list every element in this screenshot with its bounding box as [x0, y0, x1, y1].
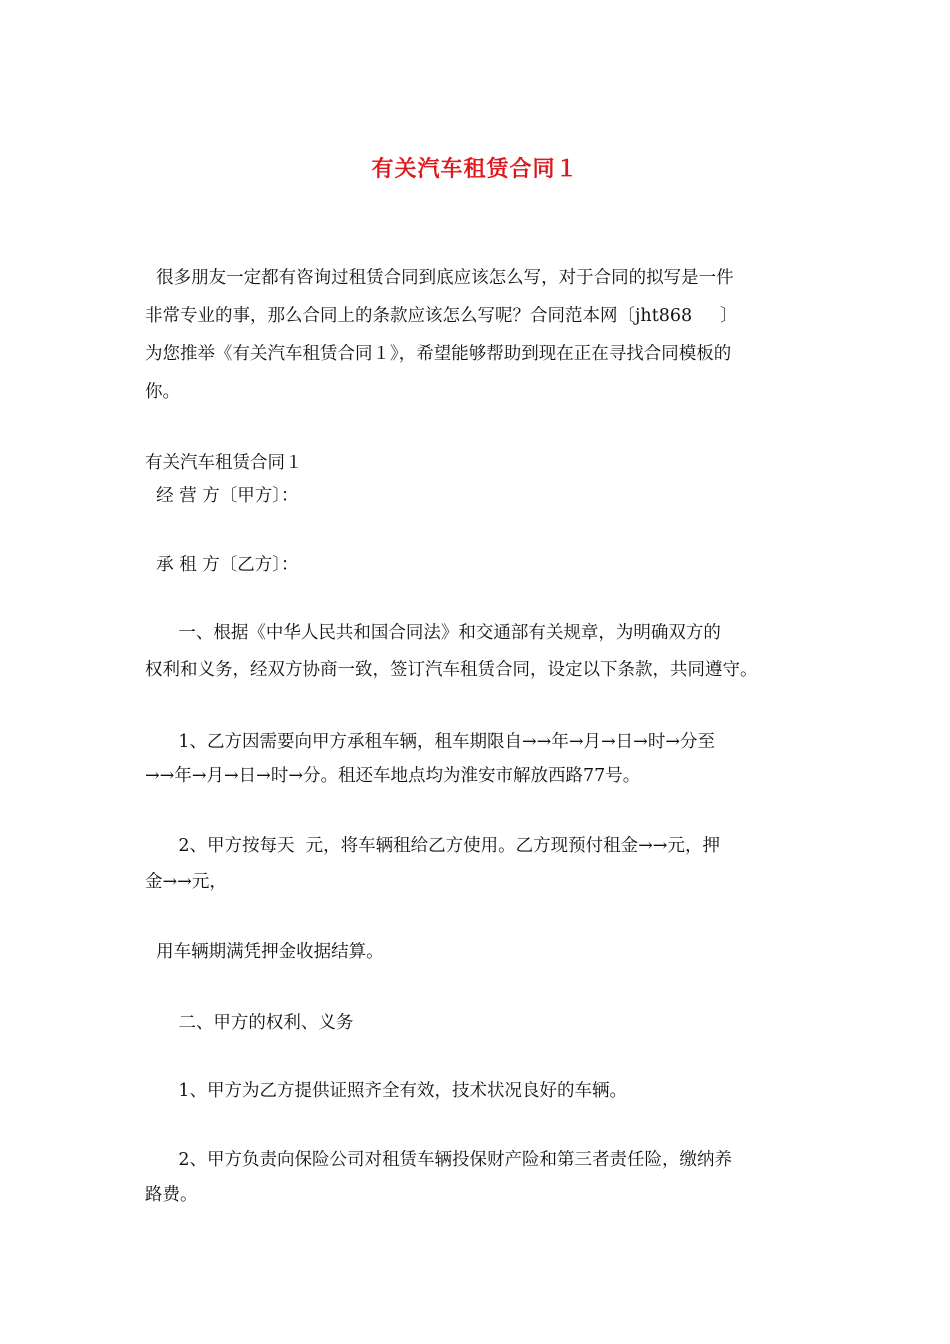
party-a-item-1: 1、甲方为乙方提供证照齐全有效，技术状况良好的车辆。: [145, 1081, 628, 1101]
intro-line-3: 为您推举《有关汽车租赁合同１》，希望能够帮助到现在正在寻找合同模板的: [145, 344, 732, 364]
clause-one-line-2: 权利和义务，经双方协商一致，签订汽车租赁合同，设定以下条款，共同遵守。: [145, 660, 758, 680]
contract-subtitle: 有关汽车租赁合同１: [145, 453, 303, 473]
item-1-line-2: →→年→月→日→时→分。租还车地点均为淮安市解放西路77号。: [145, 766, 641, 786]
item-2-line-2: 金→→元，: [145, 872, 227, 892]
party-b-line: 承 租 方〔乙方〕：: [145, 555, 299, 575]
party-a-item-2-line-2: 路费。: [145, 1185, 198, 1205]
settlement-line: 用车辆期满凭押金收据结算。: [145, 942, 384, 962]
party-a-line: 经 营 方〔甲方〕：: [145, 486, 299, 506]
clause-two-heading: 二、甲方的权利、义务: [145, 1013, 354, 1033]
document-title: 有关汽车租赁合同１: [371, 156, 579, 182]
intro-line-1: 很多朋友一定都有咨询过租赁合同到底应该怎么写，对于合同的拟写是一件: [145, 268, 734, 288]
party-a-item-2-line-1: 2、甲方负责向保险公司对租赁车辆投保财产险和第三者责任险，缴纳养: [145, 1150, 733, 1170]
intro-line-2: 非常专业的事，那么合同上的条款应该怎么写呢？合同范本网〔jht868 〕: [145, 306, 738, 326]
intro-line-4: 你。: [145, 382, 180, 402]
clause-one-line-1: 一、根据《中华人民共和国合同法》和交通部有关规章，为明确双方的: [145, 623, 721, 643]
item-1-line-1: 1、乙方因需要向甲方承租车辆，租车期限自→→年→月→日→时→分至: [145, 732, 715, 752]
item-2-line-1: 2、甲方按每天 元，将车辆租给乙方使用。乙方现预付租金→→元，押: [145, 836, 720, 856]
